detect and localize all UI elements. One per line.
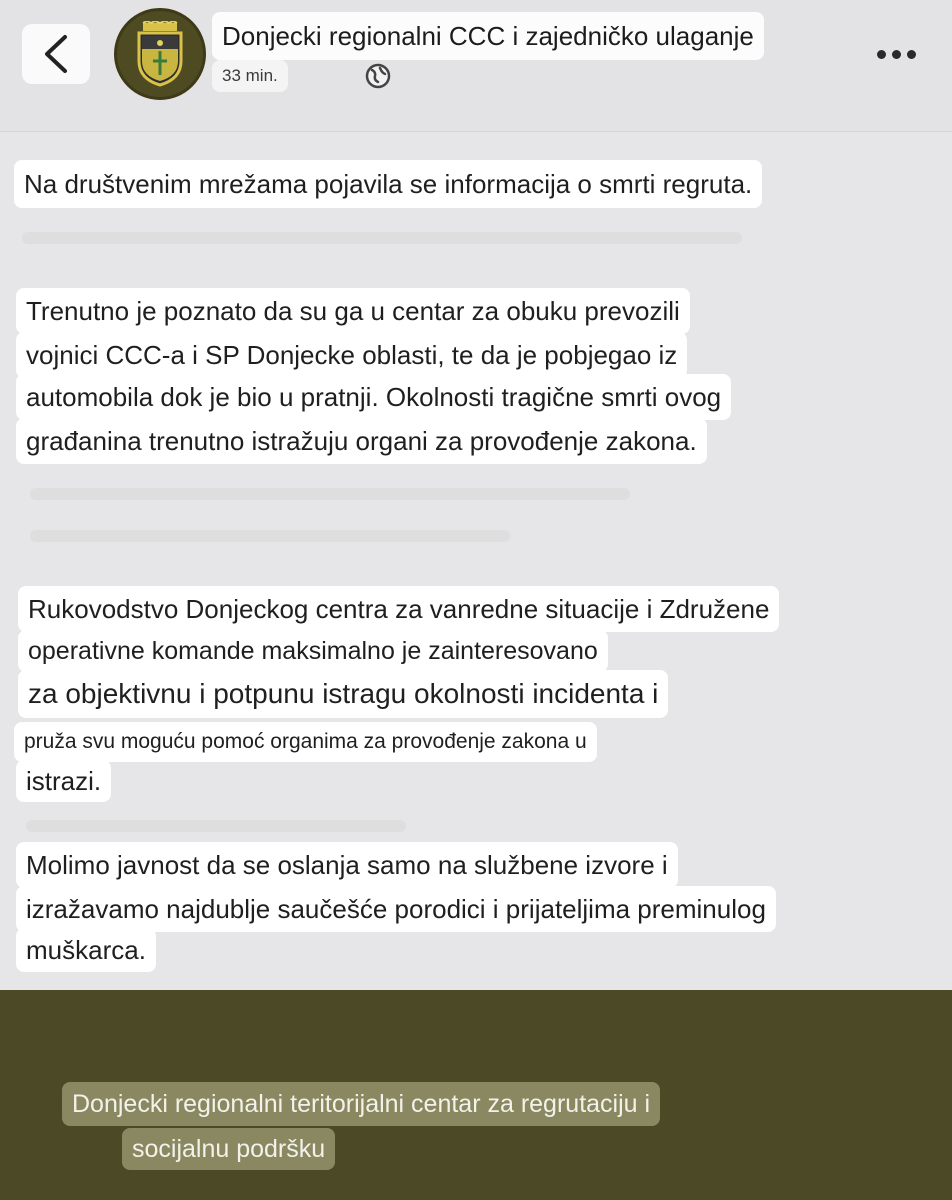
signature-footer xyxy=(0,990,952,1200)
post-line: Rukovodstvo Donjeckog centra za vanredne situacije i Združene xyxy=(18,586,779,632)
blurred-line xyxy=(30,530,510,542)
coat-of-arms-icon xyxy=(131,21,189,87)
more-options-button[interactable] xyxy=(868,36,924,72)
post-line: automobila dok je bio u pratnji. Okolnosti tragične smrti ovog xyxy=(16,374,731,420)
post-line: pruža svu moguću pomoć organima za provođenje zakona u xyxy=(14,722,597,762)
channel-avatar[interactable] xyxy=(114,8,206,100)
globe-icon xyxy=(364,62,392,90)
post-line: istrazi. xyxy=(16,760,111,802)
more-horizontal-icon xyxy=(877,50,886,59)
post-line: građanina trenutno istražuju organi za provođenje zakona. xyxy=(16,418,707,464)
post-line: Trenutno je poznato da su ga u centar za obuku prevozili xyxy=(16,288,690,334)
post-time: 33 min. xyxy=(212,60,288,92)
post-line: muškarca. xyxy=(16,928,156,972)
footer-line: Donjecki regionalni teritorijalni centar za regrutaciju i xyxy=(62,1082,660,1126)
chevron-left-icon xyxy=(41,33,71,75)
blurred-line xyxy=(22,232,742,244)
post-line: Na društvenim mrežama pojavila se informacija o smrti regruta. xyxy=(14,160,762,208)
blurred-line xyxy=(26,820,406,832)
post-line: vojnici CCC-a i SP Donjecke oblasti, te da je pobjegao iz xyxy=(16,332,687,378)
back-button[interactable] xyxy=(22,24,90,84)
post-line: operativne komande maksimalno je zainteresovano xyxy=(18,630,608,672)
channel-title[interactable]: Donjecki regionalni CCC i zajedničko ulaganje xyxy=(212,12,764,60)
blurred-line xyxy=(30,488,630,500)
post-line: za objektivnu i potpunu istragu okolnosti incidenta i xyxy=(18,670,668,718)
post-line: izražavamo najdublje saučešće porodici i prijateljima preminulog xyxy=(16,886,776,932)
post-line: Molimo javnost da se oslanja samo na službene izvore i xyxy=(16,842,678,888)
post-header xyxy=(0,0,952,132)
footer-line: socijalnu podršku xyxy=(122,1128,335,1170)
